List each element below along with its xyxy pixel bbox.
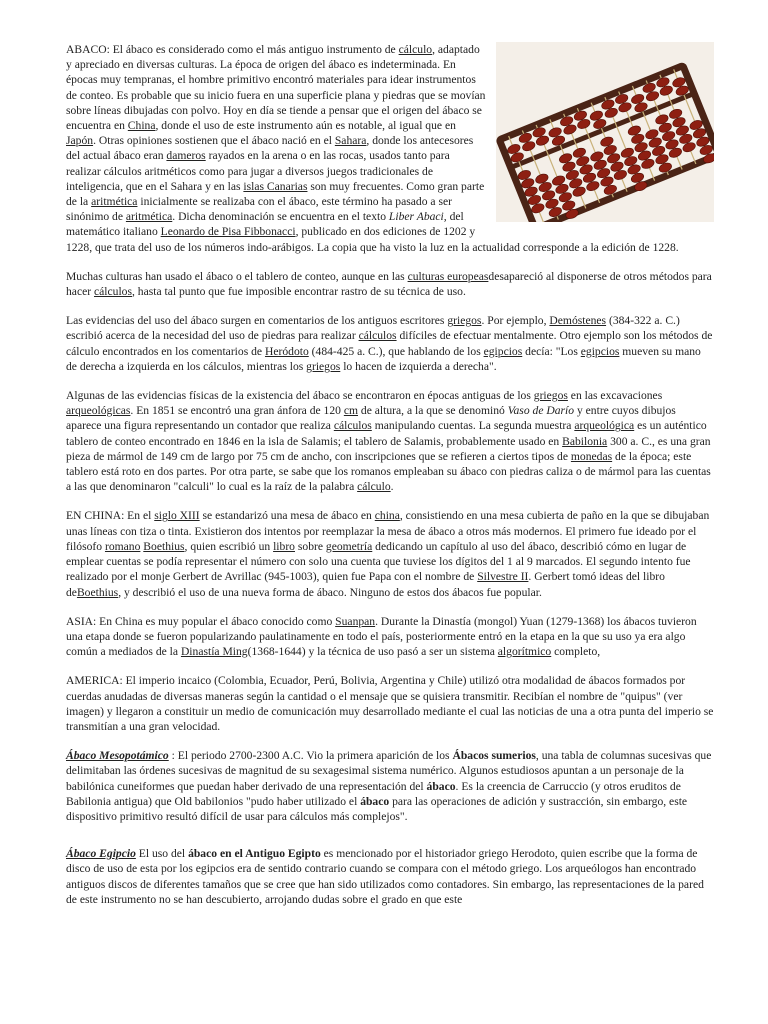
text-run: (484-425 a. C.), que hablando de los	[308, 344, 484, 358]
text-run: rayados en la arena o en las rocas, usados tanto para realizar cálculos aritméticos como para jugar a diversos juegos tradicionales de inteligencia, que en el Sahara y en las	[66, 149, 450, 193]
paragraph-america	[66, 673, 714, 734]
inline-link[interactable]: cálculo	[398, 43, 433, 56]
text-run: sobre	[294, 539, 326, 553]
paragraph-physical-evidence	[66, 388, 714, 494]
inline-link[interactable]: romano	[104, 539, 141, 553]
text-run: AMERICA: El imperio incaico (Colombia, Ecuador, Perú, Bolivia, Argentina y Chile) utilizó otra modalidad de ábacos formados por cuerdas anudadas de diversas maneras según la cantidad o el mensaje que se quisiera transmitir. Recibían el nombre de "quipus" (ver imagen) y llegaron a constituir un medio de comunicación muy desarrollado mediante el cual las noticias de una a otra punta del imperio se transmitían a una gran velocidad.	[66, 674, 714, 733]
text-run: desapareció al disponerse de otros métodos para hacer	[66, 269, 712, 299]
text-run: completo,	[551, 645, 601, 659]
inline-link[interactable]: Babilonia	[562, 434, 608, 448]
text-run: son muy frecuentes. Como gran parte de la	[66, 179, 485, 209]
text-run: Algunas de las evidencias físicas de la existencia del ábaco se encontraron en épocas antiguas de los	[66, 389, 534, 403]
text-run: : El periodo 2700-2300 A.C. Vio la primera aparición de los	[168, 749, 453, 763]
abacus-group	[499, 66, 714, 222]
inline-link[interactable]: Sahara	[334, 134, 367, 148]
inline-link[interactable]: arqueológica	[574, 419, 635, 433]
text-run: . Otras opiniones sostienen que el ábaco nació en el	[93, 134, 335, 148]
text-run: . Dicha denominación se encuentra en el texto	[172, 210, 389, 224]
bold-text: ábaco	[426, 779, 456, 793]
inline-link[interactable]: cálculos	[358, 329, 397, 343]
inline-link[interactable]: Heródoto	[264, 344, 309, 358]
bold-text: ábaco en el Antiguo Egipto	[188, 847, 321, 861]
inline-link[interactable]: islas Canarias	[243, 179, 308, 193]
text-run: , consistiendo en una mesa cubierta de paño en la que se dibujaban unas líneas con tiza o tinta. Existieron dos intentos por reemplazar la mesa de ábaco a otros más modernos. El primero fue ideado por el filósofo	[66, 509, 710, 553]
text-run: , y describió el uso de una nueva forma de ábaco. Ninguno de estos dos ábacos fue popular.	[118, 585, 542, 599]
text-run: El uso del	[135, 847, 189, 861]
text-run: , quien escribió un	[184, 539, 274, 553]
text-run: decía: "Los	[522, 344, 581, 358]
text-run: manipulando cuentas. La segunda muestra	[371, 419, 575, 433]
paragraph-evidence-writers	[66, 313, 714, 374]
inline-link[interactable]: dameros	[166, 149, 206, 163]
inline-link[interactable]: algorítmico	[497, 645, 552, 659]
text-run: en las excavaciones	[567, 389, 663, 403]
text-run: para las operaciones de adición y sustracción, sin embargo, este dispositivo primitivo resultó difícil de usar para cálculos más complejos".	[66, 794, 688, 823]
inline-link[interactable]: Dinastía Ming	[180, 645, 248, 659]
inline-link[interactable]: griegos	[306, 359, 341, 373]
inline-link[interactable]: Demóstenes	[549, 314, 607, 328]
inline-link[interactable]: cálculos	[94, 285, 132, 299]
inline-link[interactable]: libro	[273, 539, 295, 553]
abacus-illustration	[496, 42, 714, 222]
text-run: , hasta tal punto que fue imposible encontrar rastro de su técnica de uso.	[132, 285, 466, 299]
text-run: de la época; este tablero está roto en dos partes. Por otra parte, se sabe que los romanos empleaban su ábaco con piedras caliza o de mármol para las cuentas a las que denominaron "calculi" lo cual es la raíz de la palabra	[66, 449, 711, 494]
inline-link[interactable]: siglo XIII	[154, 509, 200, 523]
text-run: es mencionado por el historiador griego Herodoto, quien escribe que la forma de disco de uso de esta por los egipcios era de sentido contrario cuando se compara con el método griego. Los arqueólogos han encontrado antiguos discos de diferentes tamaños que se cree que han sido utilizados como contadores. Sin embargo, las representaciones de la pared de este instrumento no se han descubierto, arrojando dudas sobre el grado en que este	[66, 847, 704, 906]
paragraph-china	[66, 508, 714, 599]
text-run: , publicado en dos ediciones de 1202 y 1228, que trata del uso de los números indo-arábigos. La copia que ha visto la luz en la actualidad corresponde a la edición de 1228.	[66, 225, 679, 254]
inline-link[interactable]: Silvestre II	[477, 570, 529, 584]
abacus-photo	[496, 42, 714, 222]
text-run: ABACO: El ábaco es considerado como el más antiguo instrumento de	[66, 43, 399, 56]
paragraph-mesopotamia	[66, 748, 714, 824]
paragraph-egypt	[66, 846, 714, 907]
inline-link[interactable]: griegos	[533, 389, 568, 403]
bold-text: Ábacos sumerios	[452, 749, 536, 763]
bold-text: ábaco	[360, 794, 390, 808]
inline-link[interactable]: arqueológicas	[66, 404, 131, 418]
inline-link[interactable]: aritmética	[91, 195, 138, 209]
text-run: y entre cuyos dibujos aparece una figura representando un contador que realiza	[66, 404, 676, 433]
inline-link[interactable]: China	[127, 119, 156, 133]
text-run: . Gerbert tomó ideas del libro de	[66, 570, 665, 599]
inline-link[interactable]: Boethius	[76, 585, 119, 599]
text-run: lo hacen de izquierda a derecha".	[340, 359, 497, 373]
text-run: inicialmente se realizaba con el ábaco, este término ha pasado a ser sinónimo de	[66, 195, 452, 224]
inline-link[interactable]: culturas europeas	[407, 269, 489, 283]
inline-link[interactable]: cálculos	[333, 419, 372, 433]
inline-link[interactable]: cm	[343, 404, 359, 418]
text-run: ASIA: En China es muy popular el ábaco conocido como	[66, 614, 336, 628]
text-run: Las evidencias del uso del ábaco surgen en comentarios de los antiguos escritores	[66, 314, 448, 328]
text-run: de altura, a la que se denominó	[358, 404, 508, 418]
text-run: , adaptado y apreciado en diversas culturas. La época de origen del ábaco es indeterminada. En épocas muy tempranas, el hombre primitivo encontró materiales para idear instrumentos de conteo. Es probable que su inicio fuera en una superficie plana y piedras que se movían sobre líneas dibujadas con polvo. Hoy en día se tiende a pensar que el origen del ábaco se encuentra en	[66, 43, 486, 133]
inline-link[interactable]: Boethius	[143, 539, 185, 553]
inline-link[interactable]: griegos	[447, 314, 482, 328]
spacer	[66, 838, 714, 846]
inline-link[interactable]: china	[374, 509, 400, 523]
inline-link[interactable]: Suanpan	[335, 614, 376, 628]
text-run: , donde los antecesores del actual ábaco eran	[66, 134, 474, 163]
text-run: dedicando un capítulo al uso del ábaco, describió cómo en lugar de emplear cuentas se podía representar el número con solo una cuenta que tuviese los dígitos del 1 al 9 marcados. El segundo intento fue realizado por el monje Gerbert de Avrillac (945-1003), quien fue Papa con el nombre de	[66, 539, 691, 584]
document-page	[66, 42, 714, 921]
text-run: EN CHINA: En el	[66, 509, 155, 523]
text-run: mueven su mano de derecha a izquierda en los cálculos, mientras los	[66, 344, 701, 373]
italic-text: Vaso de Darío	[507, 404, 575, 418]
inline-link[interactable]: Japón	[66, 134, 94, 148]
text-run: . En 1851 se encontró una gran ánfora de 120	[130, 404, 344, 418]
text-run: es un auténtico tablero de conteo encontrado en 1846 en la isla de Salamis; el tablero de Salamis, probablemente usado en	[66, 419, 707, 448]
inline-link[interactable]: egipcios	[580, 344, 620, 358]
text-run: .	[390, 480, 394, 494]
section-heading: Ábaco Mesopotámico	[66, 749, 169, 763]
text-run: . Por ejemplo,	[481, 314, 550, 328]
text-run: difíciles de efectuar mentalmente. Otro ejemplo son los métodos de cálculo encontrados en los comentarios de	[66, 329, 713, 358]
inline-link[interactable]: geometría	[325, 539, 373, 553]
inline-link[interactable]: egipcios	[483, 344, 523, 358]
text-run: , donde el uso de este instrumento aún es notable, al igual que en	[155, 119, 456, 133]
text-run: (384-322 a. C.) escribió acerca de la necesidad del uso de piedras para realizar	[66, 314, 680, 343]
inline-link[interactable]: Leonardo de Pisa Fibbonacci	[160, 225, 296, 239]
text-run: . Durante la Dinastía (mongol) Yuan (1279-1368) los ábacos tuvieron una etapa donde se fueron popularizando paulatinamente en todo el país, posteriormente entró en la etapa en la que su uso ya era algo común a mediados de la	[66, 614, 697, 659]
inline-link[interactable]: cálculo	[357, 480, 391, 494]
text-run: . Es la creencia de Carruccio (y otros eruditos de Babilonia antigua) que Old babilonios "pudo haber utilizado el	[66, 779, 681, 808]
text-run: , una tabla de columnas sucesivas que delimitaban las órdenes sucesivas de magnitud de su sexagesimal sistema numérico. Algunos estudiosos apuntan a un personaje de la babilónica cuneiformes que puedan haber derivado de una representación del	[66, 749, 712, 793]
inline-link[interactable]: aritmética	[125, 210, 173, 224]
section-heading: Ábaco Egipcio	[66, 847, 136, 861]
text-run: del matemático italiano	[66, 210, 464, 239]
text-run: Muchas culturas han usado el ábaco o el tablero de conteo, aunque en las	[66, 269, 408, 283]
paragraph-cultures	[66, 269, 714, 299]
text-run: (1368-1644) y la técnica de uso pasó a ser un sistema	[247, 645, 498, 659]
inline-link[interactable]: monedas	[570, 449, 613, 463]
paragraph-asia	[66, 614, 714, 660]
text-run: 300 a. C., es una gran pieza de mármol de 149 cm de largo por 75 cm de ancho, con inscripciones que se refieren a ciertos tipos de	[66, 434, 711, 463]
italic-text: Liber Abaci,	[388, 210, 447, 224]
text-run: se estandarizó una mesa de ábaco en	[199, 509, 375, 523]
